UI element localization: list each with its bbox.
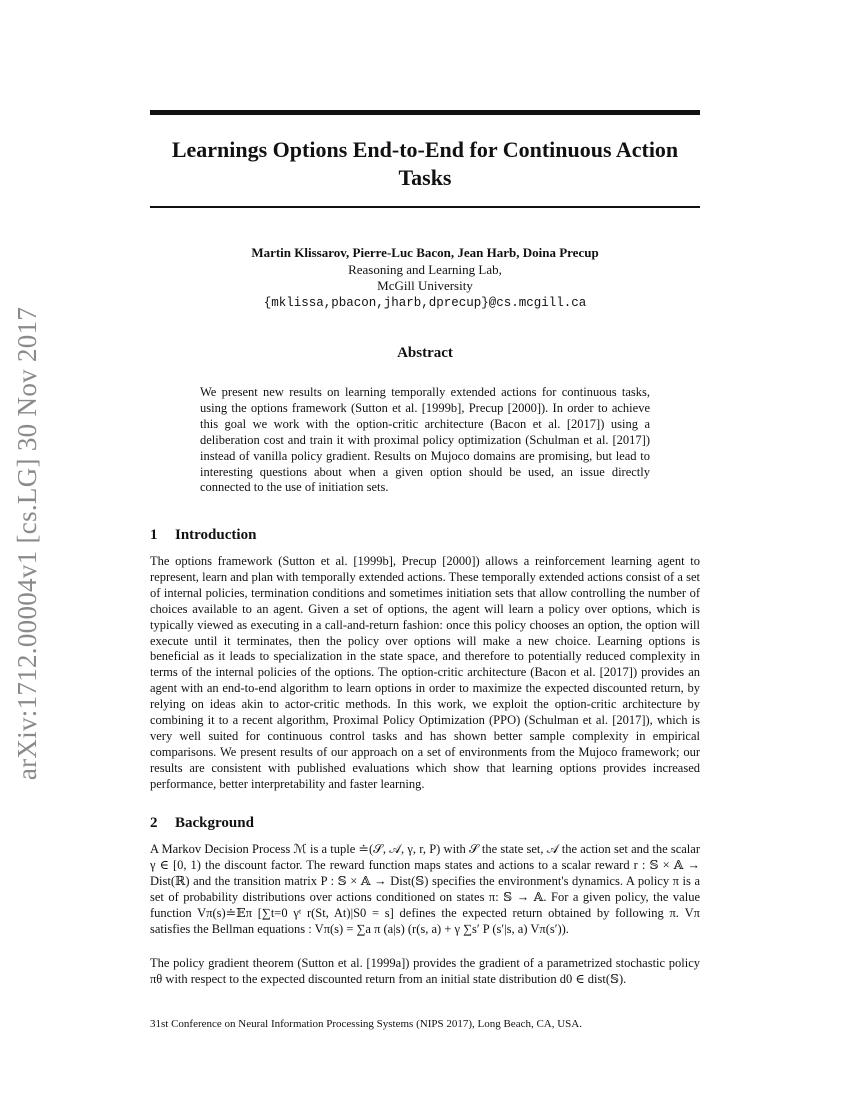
arxiv-id-text: arXiv:1712.00004v1 [cs.LG] 30 Nov 2017 xyxy=(12,306,43,780)
author-block xyxy=(150,245,700,311)
intro-paragraph: The options framework (Sutton et al. [1999b], Precup [2000]) allows a reinforcement learning agent to represent, learn and plan with temporally extended actions. These temporally extended actions consist of a set of internal policies, termination conditions and sometimes initiation sets that allow controlling the number of choices available to an agent. Given a set of options, the agent will learn a policy over options, which is typically viewed as executing in a call-and-return fashion: once this policy chooses an option, the option will execute until it terminates, then the policy over options will make a new choice. Learning options is beneficial as it leads to specialization in the state space, and therefore to potentially reduced complexity in terms of the internal policies of the options. The option-critic architecture (Bacon et al. [2017]) provides an agent with an end-to-end algorithm to learn options in order to maximize the expected discounted return, by relying on ideas akin to actor-critic methods. In this work, we exploit the option-critic architecture by combining it to a recent algorithm, Proximal Policy Optimization (PPO) (Schulman et al. [2017]), which is very well suited for continuous control tasks and has shown better sample complexity in empirical comparisons. We present results of our approach on a set of environments from the Mujoco framework; our results are consistent with published evaluations which show that learning options provides increased performance, better interpretability and faster learning. xyxy=(150,554,700,791)
arxiv-side-identifier xyxy=(6,288,50,798)
section-heading-background xyxy=(150,815,254,832)
section-title: Introduction xyxy=(175,527,257,543)
section-title: Background xyxy=(175,815,254,831)
author-university: McGill University xyxy=(377,278,473,293)
section-number: 2 xyxy=(150,815,158,831)
author-email: {mklissa,pbacon,jharb,dprecup}@cs.mcgill.ca xyxy=(263,295,587,310)
title-top-rule xyxy=(150,110,700,115)
author-lab: Reasoning and Learning Lab, xyxy=(348,261,502,277)
abstract-heading: Abstract xyxy=(397,345,453,361)
author-names: Martin Klissarov, Pierre-Luc Bacon, Jean Harb, Doina Precup xyxy=(251,245,599,260)
section-number: 1 xyxy=(150,527,158,543)
section-heading-introduction xyxy=(150,527,256,544)
background-paragraph-1: A Markov Decision Process ℳ is a tuple ≐(𝒮, 𝒜, γ, r, P) with 𝒮 the state set, 𝒜 the action set and the scalar γ ∈ [0, 1) the discount factor. The reward function maps states and actions to a scalar reward r : 𝕊 × 𝔸 → Dist(ℝ) and the transition matrix P : 𝕊 × 𝔸 → Dist(𝕊) specifies the environment's dynamics. A policy π is a set of probability distributions over actions conditioned on states π: 𝕊 → 𝔸. For a given policy, the value function Vπ(s)≐𝔼π [∑t=0 γᵗ r(St, At)|S0 = s] defines the expected return obtained by following π. Vπ satisfies the Bellman equations : Vπ(s) = ∑a π (a|s) (r(s, a) + γ ∑s′ P (s′|s, a) Vπ(s′)). xyxy=(150,842,700,936)
background-paragraph-2: The policy gradient theorem (Sutton et al. [1999a]) provides the gradient of a parametrized stochastic policy πθ with respect to the expected discounted return from an initial state distribution d0 ∈ dist(𝕊). xyxy=(150,956,700,986)
abstract-text: We present new results on learning temporally extended actions for continuous tasks, using the options framework (Sutton et al. [1999b], Precup [2000]). In order to achieve this goal we work with the option-critic architecture (Bacon et al. [2017]) using a deliberation cost and train it with proximal policy optimization (Schulman et al. [2017]) instead of vanilla policy gradient. Results on Mujoco domains are promising, but lead to interesting questions about when a given option should be used, an issue directly connected to the use of initiation sets. xyxy=(200,385,650,495)
conference-footnote: 31st Conference on Neural Information Processing Systems (NIPS 2017), Long Beach, CA, USA. xyxy=(150,1018,582,1030)
title-bottom-rule xyxy=(150,206,700,208)
paper-title: Learnings Options End-to-End for Continuous Action Tasks xyxy=(171,137,679,190)
